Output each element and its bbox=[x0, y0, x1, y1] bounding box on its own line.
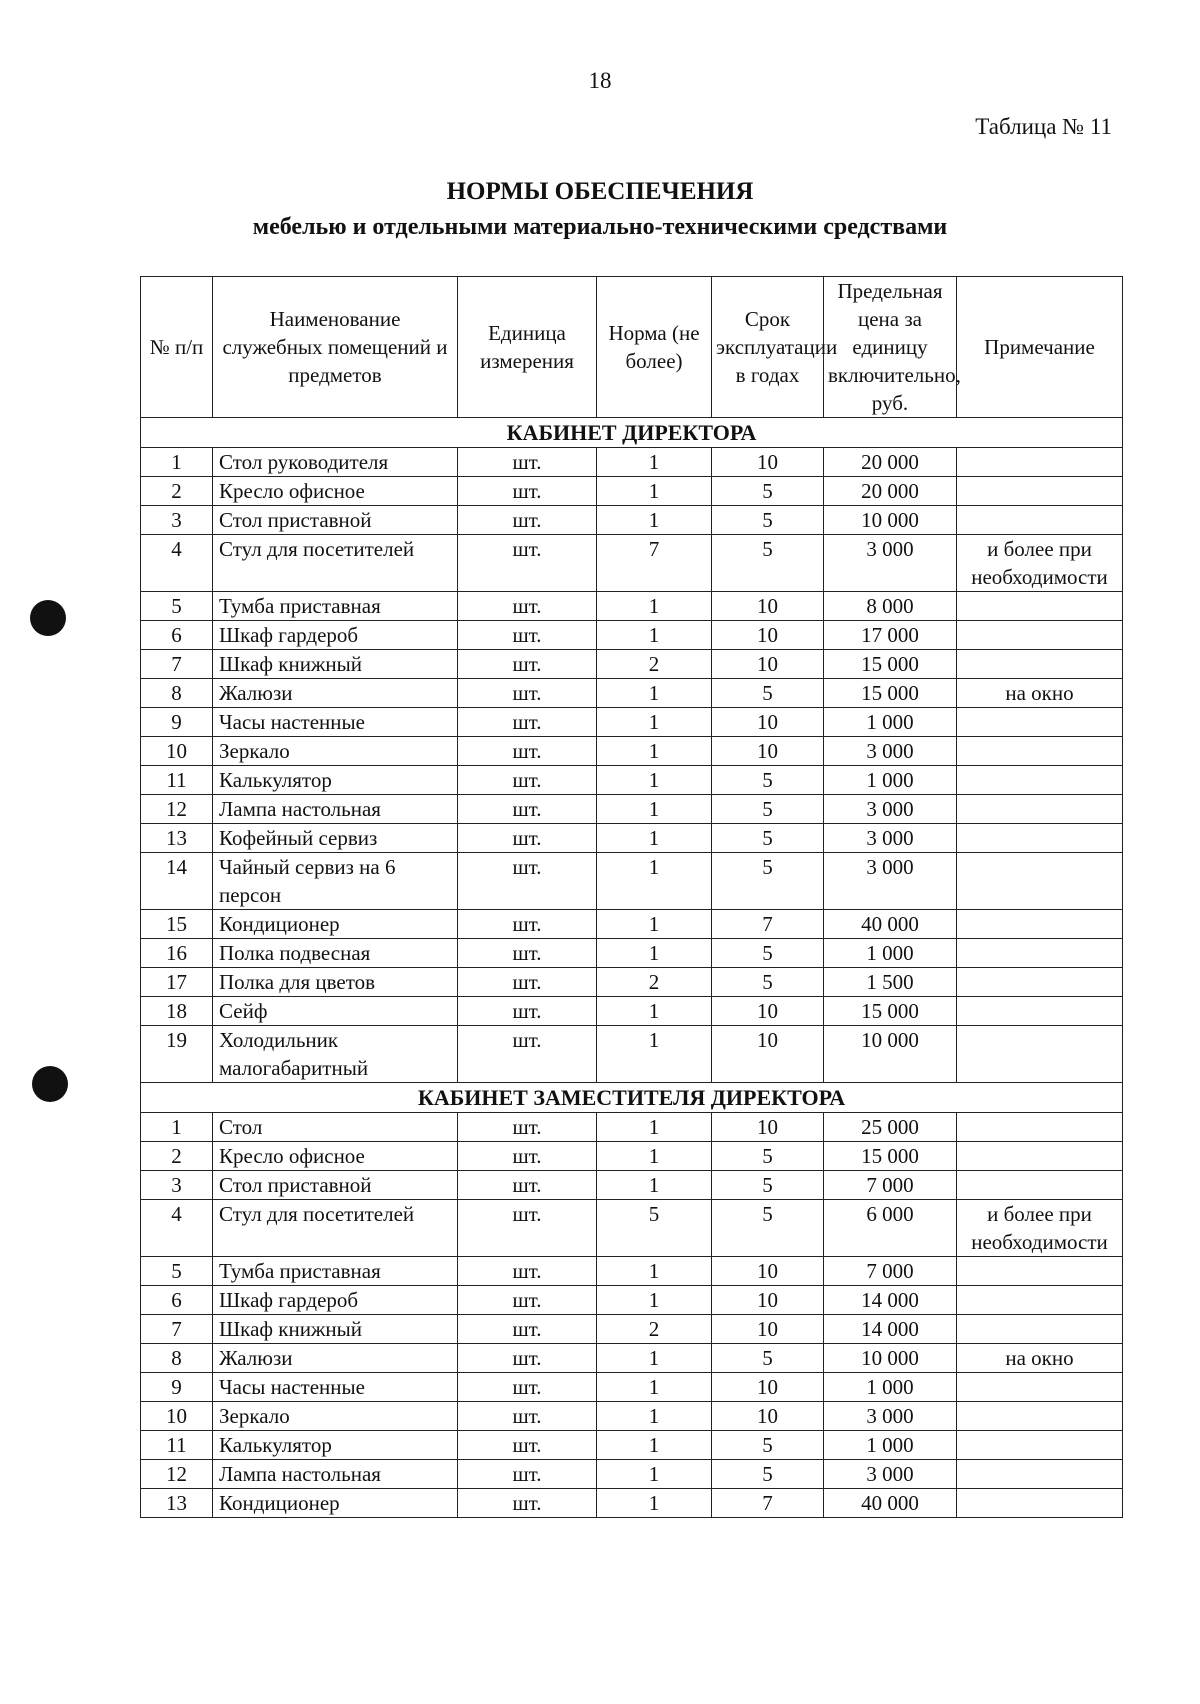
cell-unit: шт. bbox=[458, 708, 597, 737]
cell-note bbox=[957, 1402, 1123, 1431]
cell-number: 7 bbox=[141, 1315, 213, 1344]
table-row bbox=[141, 592, 1123, 621]
col-header-unit: Единица измерения bbox=[458, 277, 597, 418]
cell-number: 5 bbox=[141, 1257, 213, 1286]
cell-term: 5 bbox=[712, 506, 824, 535]
cell-name: Часы настенные bbox=[213, 1373, 458, 1402]
cell-unit: шт. bbox=[458, 1171, 597, 1200]
cell-number: 11 bbox=[141, 766, 213, 795]
cell-note bbox=[957, 737, 1123, 766]
cell-number: 3 bbox=[141, 1171, 213, 1200]
cell-price: 3 000 bbox=[824, 535, 957, 592]
cell-name: Тумба приставная bbox=[213, 1257, 458, 1286]
cell-name: Лампа настольная bbox=[213, 795, 458, 824]
cell-unit: шт. bbox=[458, 1460, 597, 1489]
table-row bbox=[141, 1200, 1123, 1257]
cell-norm: 1 bbox=[597, 592, 712, 621]
table-row bbox=[141, 939, 1123, 968]
cell-number: 1 bbox=[141, 448, 213, 477]
cell-term: 5 bbox=[712, 853, 824, 910]
cell-norm: 1 bbox=[597, 679, 712, 708]
cell-number: 9 bbox=[141, 708, 213, 737]
section-title: КАБИНЕТ ДИРЕКТОРА bbox=[141, 418, 1123, 448]
cell-number: 4 bbox=[141, 535, 213, 592]
cell-unit: шт. bbox=[458, 1026, 597, 1083]
cell-price: 20 000 bbox=[824, 448, 957, 477]
cell-price: 3 000 bbox=[824, 795, 957, 824]
cell-name: Шкаф книжный bbox=[213, 650, 458, 679]
cell-price: 3 000 bbox=[824, 1460, 957, 1489]
table-row bbox=[141, 1026, 1123, 1083]
cell-number: 14 bbox=[141, 853, 213, 910]
cell-note bbox=[957, 506, 1123, 535]
cell-unit: шт. bbox=[458, 650, 597, 679]
cell-note bbox=[957, 766, 1123, 795]
cell-name: Часы настенные bbox=[213, 708, 458, 737]
cell-price: 1 000 bbox=[824, 1431, 957, 1460]
cell-term: 10 bbox=[712, 708, 824, 737]
cell-price: 1 000 bbox=[824, 766, 957, 795]
cell-note bbox=[957, 1026, 1123, 1083]
cell-norm: 1 bbox=[597, 824, 712, 853]
col-header-name: Наименование служебных помещений и предметов bbox=[213, 277, 458, 418]
cell-price: 8 000 bbox=[824, 592, 957, 621]
table-row bbox=[141, 1286, 1123, 1315]
table-row bbox=[141, 968, 1123, 997]
cell-note: на окно bbox=[957, 1344, 1123, 1373]
cell-number: 16 bbox=[141, 939, 213, 968]
cell-number: 5 bbox=[141, 592, 213, 621]
cell-name: Чайный сервиз на 6 персон bbox=[213, 853, 458, 910]
table-row bbox=[141, 824, 1123, 853]
cell-norm: 1 bbox=[597, 766, 712, 795]
table-header-row bbox=[141, 277, 1123, 418]
cell-price: 40 000 bbox=[824, 910, 957, 939]
table-row bbox=[141, 1460, 1123, 1489]
cell-price: 10 000 bbox=[824, 1344, 957, 1373]
cell-price: 3 000 bbox=[824, 824, 957, 853]
cell-price: 15 000 bbox=[824, 1142, 957, 1171]
cell-note bbox=[957, 910, 1123, 939]
table-row bbox=[141, 679, 1123, 708]
col-header-term: Срок эксплуатации в годах bbox=[712, 277, 824, 418]
cell-note bbox=[957, 708, 1123, 737]
cell-name: Кофейный сервиз bbox=[213, 824, 458, 853]
cell-price: 14 000 bbox=[824, 1286, 957, 1315]
table-row bbox=[141, 1257, 1123, 1286]
cell-name: Полка подвесная bbox=[213, 939, 458, 968]
cell-number: 12 bbox=[141, 795, 213, 824]
table-row bbox=[141, 506, 1123, 535]
cell-term: 5 bbox=[712, 968, 824, 997]
cell-unit: шт. bbox=[458, 1431, 597, 1460]
cell-note bbox=[957, 1286, 1123, 1315]
table-row bbox=[141, 737, 1123, 766]
cell-number: 12 bbox=[141, 1460, 213, 1489]
cell-note bbox=[957, 824, 1123, 853]
cell-unit: шт. bbox=[458, 997, 597, 1026]
cell-unit: шт. bbox=[458, 448, 597, 477]
cell-name: Жалюзи bbox=[213, 1344, 458, 1373]
cell-unit: шт. bbox=[458, 968, 597, 997]
table-row bbox=[141, 1344, 1123, 1373]
cell-number: 13 bbox=[141, 824, 213, 853]
cell-term: 5 bbox=[712, 535, 824, 592]
table-row bbox=[141, 1489, 1123, 1518]
cell-term: 5 bbox=[712, 939, 824, 968]
cell-norm: 1 bbox=[597, 910, 712, 939]
cell-term: 10 bbox=[712, 1286, 824, 1315]
cell-number: 18 bbox=[141, 997, 213, 1026]
table-label: Таблица № 11 bbox=[975, 114, 1112, 139]
cell-unit: шт. bbox=[458, 1257, 597, 1286]
cell-price: 15 000 bbox=[824, 997, 957, 1026]
cell-name: Стул для посетителей bbox=[213, 535, 458, 592]
cell-term: 5 bbox=[712, 766, 824, 795]
cell-unit: шт. bbox=[458, 1142, 597, 1171]
cell-term: 5 bbox=[712, 1344, 824, 1373]
cell-price: 7 000 bbox=[824, 1171, 957, 1200]
document-title: НОРМЫ ОБЕСПЕЧЕНИЯ bbox=[446, 178, 754, 205]
cell-term: 5 bbox=[712, 1200, 824, 1257]
cell-number: 8 bbox=[141, 1344, 213, 1373]
cell-norm: 1 bbox=[597, 853, 712, 910]
cell-number: 11 bbox=[141, 1431, 213, 1460]
cell-price: 10 000 bbox=[824, 1026, 957, 1083]
cell-price: 17 000 bbox=[824, 621, 957, 650]
cell-norm: 1 bbox=[597, 1460, 712, 1489]
cell-norm: 2 bbox=[597, 1315, 712, 1344]
cell-unit: шт. bbox=[458, 910, 597, 939]
cell-number: 15 bbox=[141, 910, 213, 939]
norms-table bbox=[140, 276, 1123, 1518]
section-header-row bbox=[141, 418, 1123, 448]
col-header-price: Предельная цена за единицу включительно, руб. bbox=[824, 277, 957, 418]
cell-unit: шт. bbox=[458, 1373, 597, 1402]
table-row bbox=[141, 1113, 1123, 1142]
table-row bbox=[141, 853, 1123, 910]
cell-price: 15 000 bbox=[824, 650, 957, 679]
cell-name: Кресло офисное bbox=[213, 477, 458, 506]
cell-note: и более при необходимости bbox=[957, 1200, 1123, 1257]
section-title: КАБИНЕТ ЗАМЕСТИТЕЛЯ ДИРЕКТОРА bbox=[141, 1083, 1123, 1113]
cell-number: 2 bbox=[141, 477, 213, 506]
cell-norm: 1 bbox=[597, 1142, 712, 1171]
cell-term: 10 bbox=[712, 1315, 824, 1344]
cell-norm: 1 bbox=[597, 448, 712, 477]
cell-unit: шт. bbox=[458, 1286, 597, 1315]
cell-number: 13 bbox=[141, 1489, 213, 1518]
punch-hole-mark bbox=[32, 1066, 68, 1102]
table-row bbox=[141, 910, 1123, 939]
cell-term: 10 bbox=[712, 1257, 824, 1286]
cell-norm: 1 bbox=[597, 795, 712, 824]
cell-term: 5 bbox=[712, 1142, 824, 1171]
cell-name: Шкаф книжный bbox=[213, 1315, 458, 1344]
cell-unit: шт. bbox=[458, 506, 597, 535]
table-row bbox=[141, 1142, 1123, 1171]
cell-unit: шт. bbox=[458, 853, 597, 910]
cell-norm: 1 bbox=[597, 621, 712, 650]
cell-price: 3 000 bbox=[824, 853, 957, 910]
cell-name: Шкаф гардероб bbox=[213, 621, 458, 650]
cell-unit: шт. bbox=[458, 939, 597, 968]
cell-note bbox=[957, 1113, 1123, 1142]
cell-note bbox=[957, 1315, 1123, 1344]
cell-unit: шт. bbox=[458, 824, 597, 853]
cell-term: 10 bbox=[712, 1373, 824, 1402]
cell-price: 7 000 bbox=[824, 1257, 957, 1286]
cell-name: Жалюзи bbox=[213, 679, 458, 708]
cell-note bbox=[957, 621, 1123, 650]
cell-unit: шт. bbox=[458, 477, 597, 506]
cell-number: 17 bbox=[141, 968, 213, 997]
cell-name: Зеркало bbox=[213, 737, 458, 766]
cell-unit: шт. bbox=[458, 1113, 597, 1142]
cell-term: 10 bbox=[712, 997, 824, 1026]
table-row bbox=[141, 1373, 1123, 1402]
cell-price: 1 000 bbox=[824, 708, 957, 737]
section-header-row bbox=[141, 1083, 1123, 1113]
cell-name: Стол bbox=[213, 1113, 458, 1142]
cell-term: 5 bbox=[712, 795, 824, 824]
cell-number: 2 bbox=[141, 1142, 213, 1171]
cell-norm: 1 bbox=[597, 1026, 712, 1083]
cell-name: Стол руководителя bbox=[213, 448, 458, 477]
cell-price: 10 000 bbox=[824, 506, 957, 535]
cell-norm: 1 bbox=[597, 997, 712, 1026]
cell-term: 7 bbox=[712, 1489, 824, 1518]
cell-term: 10 bbox=[712, 621, 824, 650]
cell-norm: 1 bbox=[597, 708, 712, 737]
table-row bbox=[141, 1171, 1123, 1200]
cell-unit: шт. bbox=[458, 795, 597, 824]
cell-price: 1 000 bbox=[824, 939, 957, 968]
cell-price: 3 000 bbox=[824, 737, 957, 766]
cell-name: Стул для посетителей bbox=[213, 1200, 458, 1257]
cell-term: 5 bbox=[712, 1171, 824, 1200]
cell-term: 5 bbox=[712, 679, 824, 708]
cell-norm: 1 bbox=[597, 737, 712, 766]
cell-term: 5 bbox=[712, 477, 824, 506]
cell-norm: 1 bbox=[597, 477, 712, 506]
cell-note bbox=[957, 1257, 1123, 1286]
cell-norm: 1 bbox=[597, 1402, 712, 1431]
cell-norm: 1 bbox=[597, 1113, 712, 1142]
cell-name: Холодильник малогабаритный bbox=[213, 1026, 458, 1083]
cell-note bbox=[957, 650, 1123, 679]
cell-norm: 1 bbox=[597, 506, 712, 535]
cell-note bbox=[957, 1460, 1123, 1489]
cell-norm: 1 bbox=[597, 1171, 712, 1200]
cell-name: Лампа настольная bbox=[213, 1460, 458, 1489]
cell-price: 20 000 bbox=[824, 477, 957, 506]
cell-note bbox=[957, 592, 1123, 621]
punch-hole-mark bbox=[30, 600, 66, 636]
cell-term: 10 bbox=[712, 448, 824, 477]
cell-number: 6 bbox=[141, 621, 213, 650]
cell-unit: шт. bbox=[458, 1344, 597, 1373]
cell-note bbox=[957, 795, 1123, 824]
cell-price: 1 000 bbox=[824, 1373, 957, 1402]
table-row bbox=[141, 766, 1123, 795]
cell-number: 19 bbox=[141, 1026, 213, 1083]
cell-unit: шт. bbox=[458, 766, 597, 795]
cell-note bbox=[957, 1171, 1123, 1200]
cell-term: 10 bbox=[712, 737, 824, 766]
cell-note bbox=[957, 939, 1123, 968]
cell-term: 10 bbox=[712, 592, 824, 621]
cell-name: Кондиционер bbox=[213, 910, 458, 939]
cell-name: Тумба приставная bbox=[213, 592, 458, 621]
cell-norm: 5 bbox=[597, 1200, 712, 1257]
cell-price: 40 000 bbox=[824, 1489, 957, 1518]
table-row bbox=[141, 650, 1123, 679]
table-row bbox=[141, 448, 1123, 477]
cell-name: Кресло офисное bbox=[213, 1142, 458, 1171]
cell-unit: шт. bbox=[458, 1315, 597, 1344]
table-row bbox=[141, 708, 1123, 737]
cell-number: 6 bbox=[141, 1286, 213, 1315]
cell-note bbox=[957, 448, 1123, 477]
cell-name: Калькулятор bbox=[213, 766, 458, 795]
cell-number: 10 bbox=[141, 1402, 213, 1431]
cell-name: Зеркало bbox=[213, 1402, 458, 1431]
cell-name: Шкаф гардероб bbox=[213, 1286, 458, 1315]
cell-note bbox=[957, 968, 1123, 997]
cell-norm: 1 bbox=[597, 1431, 712, 1460]
cell-note bbox=[957, 1489, 1123, 1518]
document-subtitle: мебелью и отдельными материально-техническими средствами bbox=[252, 214, 948, 240]
cell-number: 4 bbox=[141, 1200, 213, 1257]
cell-price: 25 000 bbox=[824, 1113, 957, 1142]
cell-term: 5 bbox=[712, 1460, 824, 1489]
col-header-number: № п/п bbox=[141, 277, 213, 418]
col-header-norm: Норма (не более) bbox=[597, 277, 712, 418]
cell-note bbox=[957, 1431, 1123, 1460]
cell-price: 14 000 bbox=[824, 1315, 957, 1344]
cell-term: 7 bbox=[712, 910, 824, 939]
cell-name: Полка для цветов bbox=[213, 968, 458, 997]
page-number: 18 bbox=[588, 68, 612, 93]
table-row bbox=[141, 1431, 1123, 1460]
cell-price: 1 500 bbox=[824, 968, 957, 997]
cell-norm: 1 bbox=[597, 939, 712, 968]
cell-note bbox=[957, 853, 1123, 910]
table-row bbox=[141, 1315, 1123, 1344]
cell-name: Стол приставной bbox=[213, 1171, 458, 1200]
cell-unit: шт. bbox=[458, 679, 597, 708]
cell-name: Калькулятор bbox=[213, 1431, 458, 1460]
cell-unit: шт. bbox=[458, 1489, 597, 1518]
table-row bbox=[141, 795, 1123, 824]
cell-note: на окно bbox=[957, 679, 1123, 708]
cell-note bbox=[957, 997, 1123, 1026]
cell-norm: 1 bbox=[597, 1489, 712, 1518]
cell-name: Стол приставной bbox=[213, 506, 458, 535]
cell-name: Сейф bbox=[213, 997, 458, 1026]
cell-number: 7 bbox=[141, 650, 213, 679]
cell-term: 10 bbox=[712, 1113, 824, 1142]
cell-term: 10 bbox=[712, 1402, 824, 1431]
cell-unit: шт. bbox=[458, 1402, 597, 1431]
cell-price: 6 000 bbox=[824, 1200, 957, 1257]
cell-price: 15 000 bbox=[824, 679, 957, 708]
table-row bbox=[141, 621, 1123, 650]
cell-norm: 1 bbox=[597, 1257, 712, 1286]
cell-term: 10 bbox=[712, 1026, 824, 1083]
table-row bbox=[141, 535, 1123, 592]
cell-unit: шт. bbox=[458, 1200, 597, 1257]
table-row bbox=[141, 477, 1123, 506]
cell-number: 3 bbox=[141, 506, 213, 535]
cell-norm: 1 bbox=[597, 1373, 712, 1402]
cell-number: 10 bbox=[141, 737, 213, 766]
cell-number: 8 bbox=[141, 679, 213, 708]
cell-unit: шт. bbox=[458, 535, 597, 592]
cell-note bbox=[957, 477, 1123, 506]
cell-norm: 2 bbox=[597, 968, 712, 997]
cell-unit: шт. bbox=[458, 592, 597, 621]
cell-term: 10 bbox=[712, 650, 824, 679]
table-row bbox=[141, 1402, 1123, 1431]
cell-term: 5 bbox=[712, 824, 824, 853]
cell-note: и более при необходимости bbox=[957, 535, 1123, 592]
cell-unit: шт. bbox=[458, 737, 597, 766]
cell-term: 5 bbox=[712, 1431, 824, 1460]
col-header-note: Примечание bbox=[957, 277, 1123, 418]
cell-price: 3 000 bbox=[824, 1402, 957, 1431]
table-body bbox=[141, 418, 1123, 1518]
cell-name: Кондиционер bbox=[213, 1489, 458, 1518]
cell-norm: 1 bbox=[597, 1344, 712, 1373]
cell-norm: 2 bbox=[597, 650, 712, 679]
cell-note bbox=[957, 1142, 1123, 1171]
cell-note bbox=[957, 1373, 1123, 1402]
cell-unit: шт. bbox=[458, 621, 597, 650]
cell-norm: 1 bbox=[597, 1286, 712, 1315]
cell-number: 9 bbox=[141, 1373, 213, 1402]
cell-number: 1 bbox=[141, 1113, 213, 1142]
table-row bbox=[141, 997, 1123, 1026]
cell-norm: 7 bbox=[597, 535, 712, 592]
